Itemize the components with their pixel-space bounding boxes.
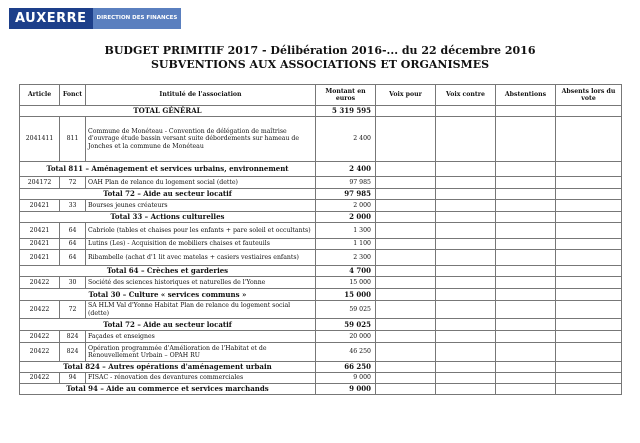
cell-voix-contre [436,266,496,277]
table-row [20,177,622,189]
cell-voix-pour [376,266,436,277]
cell-voix-pour [376,250,436,266]
cell-voix-pour [376,301,436,319]
cell-intitule: Façades et enseignes [86,331,316,343]
cell-absents [556,106,622,117]
cell-voix-pour [376,223,436,239]
cell-intitule: OAH Plan de relance du logement social (dette) [86,177,316,189]
header-article: Article [20,85,60,106]
total-label: Total 33 – Actions culturelles [20,212,316,223]
cell-voix-contre [436,331,496,343]
table-row [20,239,622,250]
table-row [20,223,622,239]
total-label: Total 72 – Aide au secteur locatif [20,319,316,331]
cell-voix-pour [376,189,436,200]
logo-city: AUXERRE [9,8,93,29]
subtotal-row [20,106,622,117]
cell-fonct: 64 [60,223,86,239]
subtotal-row [20,319,622,331]
cell-amount: 2 300 [316,250,376,266]
cell-voix-pour [376,117,436,162]
cell-absents [556,177,622,189]
cell-absents [556,239,622,250]
cell-absents [556,301,622,319]
cell-fonct: 72 [60,177,86,189]
cell-intitule: Commune de Monéteau - Convention de délégation de maîtrise d'ouvrage étude bassin versant suite débordements sur hameau de Jonches et la commune de Monéteau [86,117,316,162]
header-montant: Montant en euros [316,85,376,106]
cell-voix-contre [436,319,496,331]
cell-voix-pour [376,373,436,384]
cell-fonct: 72 [60,301,86,319]
cell-abstentions [496,362,556,373]
cell-amount: 2 400 [316,117,376,162]
cell-absents [556,250,622,266]
total-amount: 66 250 [316,362,376,373]
cell-abstentions [496,250,556,266]
cell-fonct: 33 [60,200,86,212]
cell-intitule: FISAC - rénovation des devantures commerciales [86,373,316,384]
cell-abstentions [496,162,556,177]
cell-article: 20421 [20,239,60,250]
header-voix-contre: Voix contre [436,85,496,106]
cell-voix-pour [376,331,436,343]
total-label: Total 64 – Crèches et garderies [20,266,316,277]
cell-amount: 1 100 [316,239,376,250]
cell-voix-contre [436,162,496,177]
cell-amount: 59 025 [316,301,376,319]
cell-voix-contre [436,117,496,162]
cell-voix-pour [376,343,436,362]
cell-voix-contre [436,373,496,384]
cell-absents [556,373,622,384]
total-label: TOTAL GÉNÉRAL [20,106,316,117]
header-absents: Absents lors du vote [556,85,622,106]
subtotal-row [20,189,622,200]
total-amount: 15 000 [316,289,376,301]
document-title: BUDGET PRIMITIF 2017 - Délibération 2016-... du 22 décembre 2016 [104,44,536,57]
cell-absents [556,212,622,223]
cell-absents [556,277,622,289]
cell-abstentions [496,223,556,239]
table-row [20,250,622,266]
cell-abstentions [496,343,556,362]
cell-absents [556,266,622,277]
cell-abstentions [496,212,556,223]
cell-fonct: 30 [60,277,86,289]
cell-abstentions [496,319,556,331]
cell-absents [556,200,622,212]
cell-amount: 97 985 [316,177,376,189]
cell-voix-pour [376,106,436,117]
cell-fonct: 94 [60,373,86,384]
cell-voix-contre [436,343,496,362]
cell-voix-contre [436,200,496,212]
cell-voix-contre [436,177,496,189]
cell-voix-contre [436,277,496,289]
auxerre-logo [9,8,178,29]
total-amount: 97 985 [316,189,376,200]
cell-fonct: 824 [60,331,86,343]
cell-voix-contre [436,189,496,200]
cell-intitule: Lutins (Les) - Acquisition de mobiliers chaises et fauteuils [86,239,316,250]
total-amount: 5 319 595 [316,106,376,117]
subtotal-row [20,384,622,395]
table-row [20,301,622,319]
cell-absents [556,289,622,301]
cell-voix-pour [376,319,436,331]
total-label: Total 72 – Aide au secteur locatif [20,189,316,200]
cell-amount: 46 250 [316,343,376,362]
cell-voix-contre [436,223,496,239]
cell-fonct: 64 [60,239,86,250]
cell-fonct: 64 [60,250,86,266]
cell-absents [556,117,622,162]
cell-absents [556,162,622,177]
header-fonct: Fonct [60,85,86,106]
logo-department: DIRECTION DES FINANCES [93,8,182,29]
subtotal-row [20,162,622,177]
cell-voix-pour [376,200,436,212]
cell-fonct: 811 [60,117,86,162]
table-row [20,331,622,343]
cell-amount: 1 300 [316,223,376,239]
subtotal-row [20,362,622,373]
cell-article: 20422 [20,343,60,362]
cell-abstentions [496,277,556,289]
cell-voix-pour [376,239,436,250]
table-row [20,373,622,384]
cell-article: 20421 [20,223,60,239]
cell-amount: 2 000 [316,200,376,212]
subtotal-row [20,212,622,223]
cell-voix-pour [376,212,436,223]
cell-voix-pour [376,277,436,289]
header-intitule: Intitulé de l'association [86,85,316,106]
cell-intitule: Cabriole (tables et chaises pour les enfants + pare soleil et occultants) [86,223,316,239]
cell-absents [556,384,622,395]
total-amount: 2 000 [316,212,376,223]
table-row [20,277,622,289]
cell-voix-pour [376,384,436,395]
subtotal-row [20,266,622,277]
header-abstentions: Abstentions [496,85,556,106]
cell-fonct: 824 [60,343,86,362]
cell-abstentions [496,189,556,200]
cell-amount: 20 000 [316,331,376,343]
cell-abstentions [496,301,556,319]
cell-abstentions [496,373,556,384]
total-amount: 59 025 [316,319,376,331]
cell-absents [556,343,622,362]
cell-abstentions [496,200,556,212]
cell-intitule: SA HLM Val d'Yonne Habitat Plan de relance du logement social (dette) [86,301,316,319]
table-row [20,117,622,162]
table-row [20,343,622,362]
cell-voix-contre [436,106,496,117]
cell-abstentions [496,384,556,395]
cell-article: 20421 [20,200,60,212]
cell-absents [556,223,622,239]
cell-voix-pour [376,177,436,189]
total-label: Total 94 – Aide au commerce et services marchands [20,384,316,395]
cell-abstentions [496,177,556,189]
header-voix-pour: Voix pour [376,85,436,106]
cell-intitule: Opération programmée d'Amélioration de l'Habitat et de Renouvellement Urbain – OPAH RU [86,343,316,362]
cell-intitule: Société des sciences historiques et naturelles de l'Yonne [86,277,316,289]
table-row [20,200,622,212]
cell-abstentions [496,331,556,343]
cell-intitule: Ribambelle (achat d'1 lit avec matelas + casiers vestiaires enfants) [86,250,316,266]
cell-voix-contre [436,362,496,373]
cell-article: 204172 [20,177,60,189]
cell-voix-pour [376,289,436,301]
cell-abstentions [496,266,556,277]
cell-voix-pour [376,362,436,373]
total-label: Total 811 – Aménagement et services urbains, environnement [20,162,316,177]
cell-absents [556,331,622,343]
total-amount: 2 400 [316,162,376,177]
cell-amount: 15 000 [316,277,376,289]
subsidies-table [19,84,622,395]
cell-voix-contre [436,384,496,395]
cell-voix-contre [436,301,496,319]
total-amount: 9 000 [316,384,376,395]
table-header-row [20,85,622,106]
cell-voix-contre [436,212,496,223]
cell-article: 20421 [20,250,60,266]
cell-voix-contre [436,289,496,301]
cell-article: 20422 [20,277,60,289]
cell-article: 20422 [20,331,60,343]
cell-voix-contre [436,239,496,250]
total-amount: 4 700 [316,266,376,277]
cell-abstentions [496,289,556,301]
table-body [20,106,622,395]
cell-voix-contre [436,250,496,266]
cell-voix-pour [376,162,436,177]
cell-absents [556,189,622,200]
cell-abstentions [496,239,556,250]
total-label: Total 824 – Autres opérations d'aménagement urbain [20,362,316,373]
document-subtitle: SUBVENTIONS AUX ASSOCIATIONS ET ORGANISMES [150,58,490,71]
cell-absents [556,362,622,373]
cell-intitule: Bourses jeunes créateurs [86,200,316,212]
cell-amount: 9 000 [316,373,376,384]
cell-article: 2041411 [20,117,60,162]
total-label: Total 30 – Culture « services communs » [20,289,316,301]
cell-article: 20422 [20,301,60,319]
subtotal-row [20,289,622,301]
cell-abstentions [496,106,556,117]
cell-absents [556,319,622,331]
cell-abstentions [496,117,556,162]
cell-article: 20422 [20,373,60,384]
